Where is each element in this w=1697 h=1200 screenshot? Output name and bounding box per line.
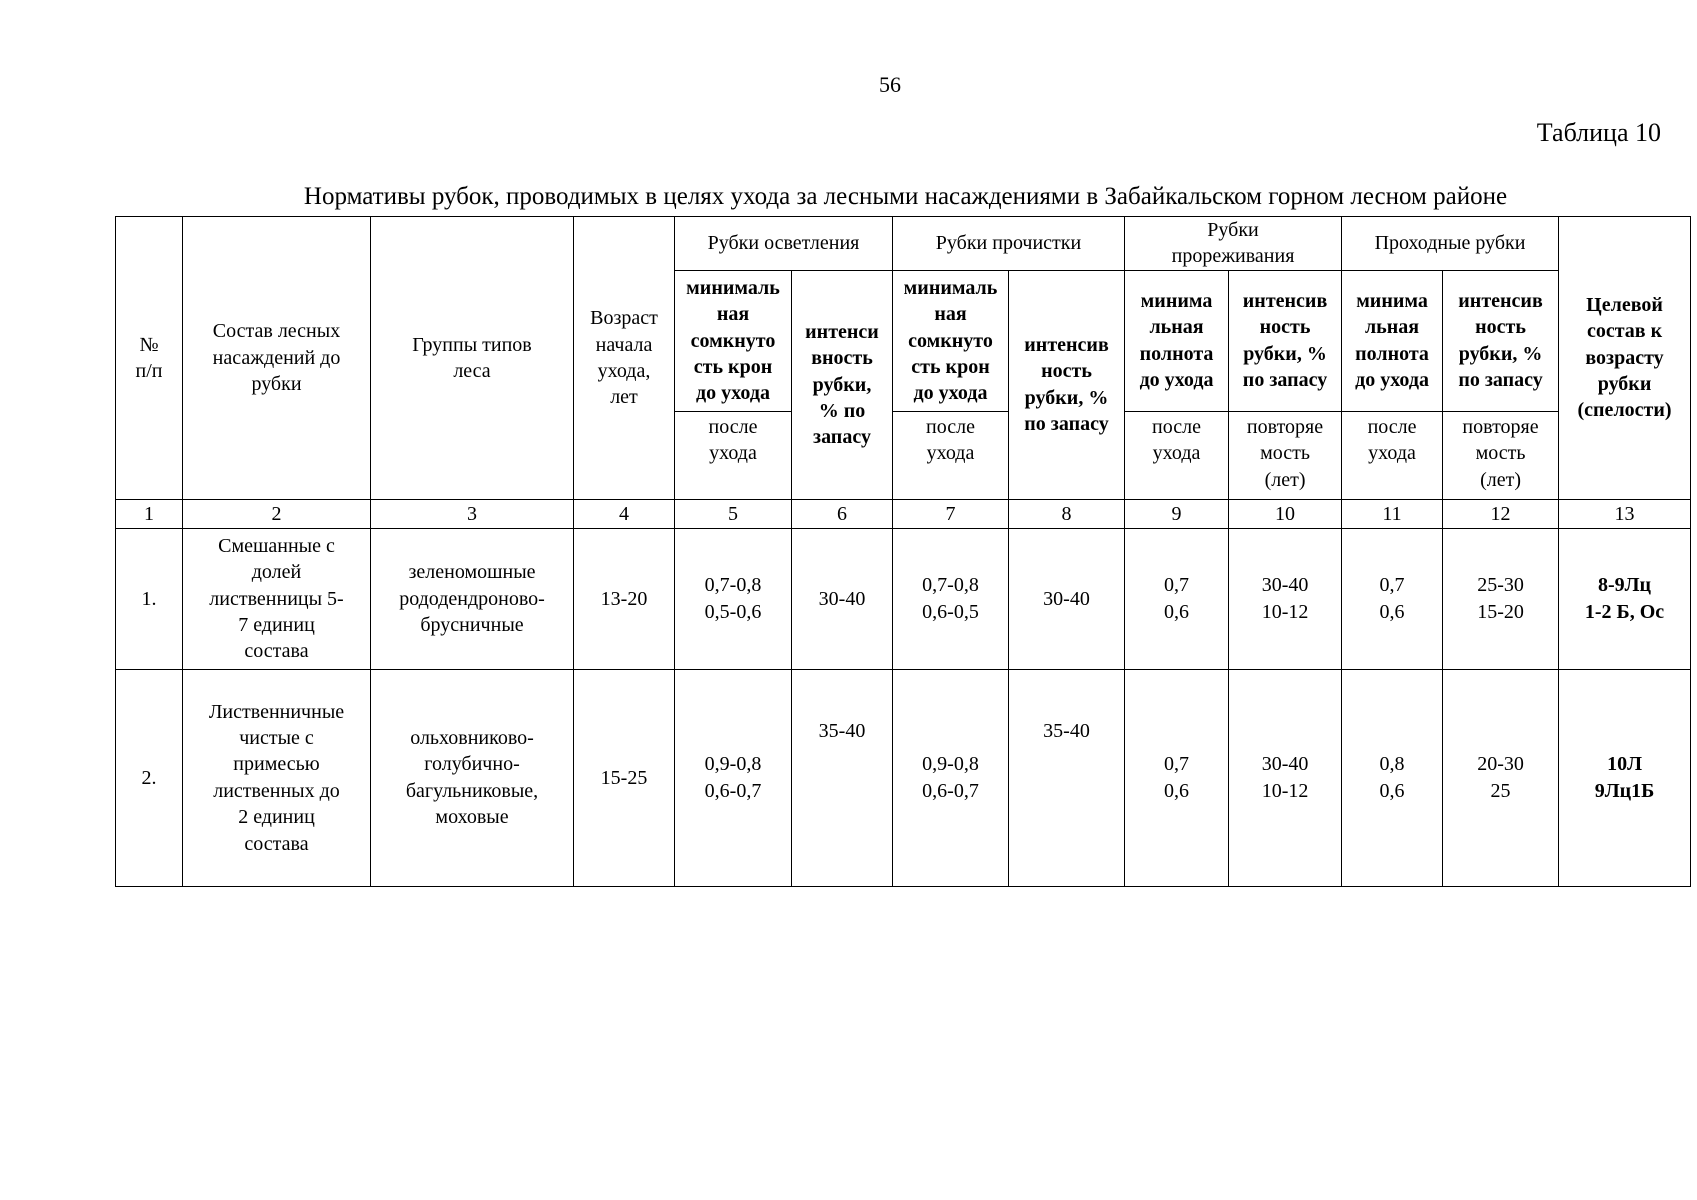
header-clearing-after: после ухода — [675, 411, 792, 499]
row-target: 8-9Лц 1-2 Б, Ос — [1559, 528, 1691, 669]
row-passage-intensity: 25-30 15-20 — [1443, 528, 1559, 669]
norms-table — [115, 216, 1691, 887]
row-forest-types: ольховниково- голубично- багульниковые, моховые — [371, 669, 574, 886]
header-clearing: Рубки осветления — [675, 217, 893, 271]
column-number: 7 — [893, 499, 1009, 528]
table-row — [116, 528, 1691, 669]
row-num: 2. — [116, 669, 183, 886]
row-thinning-density: 0,7 0,6 — [1125, 669, 1229, 886]
row-clearing-intensity: 35-40 — [792, 669, 893, 886]
page-number: 56 — [879, 72, 901, 97]
column-number: 10 — [1229, 499, 1342, 528]
column-number: 1 — [116, 499, 183, 528]
row-forest-types: зеленомошные рододендроново- брусничные — [371, 528, 574, 669]
header-passage: Проходные рубки — [1342, 217, 1559, 271]
header-cleaning-intensity: интенсив ность рубки, % по запасу — [1009, 270, 1125, 499]
row-cleaning-closure: 0,7-0,8 0,6-0,5 — [893, 528, 1009, 669]
column-number: 8 — [1009, 499, 1125, 528]
column-number: 2 — [183, 499, 371, 528]
table-label: Таблица 10 — [1536, 118, 1661, 147]
header-thinning-intensity: интенсив ность рубки, % по запасу — [1229, 270, 1342, 411]
row-start-age: 15-25 — [574, 669, 675, 886]
table-title: Нормативы рубок, проводимых в целях ухода за лесными насаждениями в Забайкальском горном лесном районе — [303, 183, 1508, 210]
row-thinning-intensity: 30-40 10-12 — [1229, 669, 1342, 886]
row-passage-density: 0,7 0,6 — [1342, 528, 1443, 669]
header-num: № п/п — [116, 217, 183, 500]
row-clearing-intensity: 30-40 — [792, 528, 893, 669]
row-num: 1. — [116, 528, 183, 669]
header-composition: Состав лесных насаждений до рубки — [183, 217, 371, 500]
column-number: 13 — [1559, 499, 1691, 528]
header-cleaning-after: после ухода — [893, 411, 1009, 499]
column-number: 11 — [1342, 499, 1443, 528]
header-target: Целевой состав к возрасту рубки (спелости) — [1559, 217, 1691, 500]
header-passage-min: минима льная полнота до ухода — [1342, 270, 1443, 411]
header-passage-repeat: повторяе мость (лет) — [1443, 411, 1559, 499]
header-passage-after: после ухода — [1342, 411, 1443, 499]
row-cleaning-closure: 0,9-0,8 0,6-0,7 — [893, 669, 1009, 886]
column-number: 5 — [675, 499, 792, 528]
column-number: 4 — [574, 499, 675, 528]
row-clearing-closure: 0,7-0,8 0,5-0,6 — [675, 528, 792, 669]
column-number: 6 — [792, 499, 893, 528]
column-number: 3 — [371, 499, 574, 528]
header-thinning: Рубки прореживания — [1125, 217, 1342, 271]
row-passage-density: 0,8 0,6 — [1342, 669, 1443, 886]
header-cleaning: Рубки прочистки — [893, 217, 1125, 271]
header-clearing-min: минималь ная сомкнуто сть крон до ухода — [675, 270, 792, 411]
header-thinning-min: минима льная полнота до ухода — [1125, 270, 1229, 411]
row-passage-intensity: 20-30 25 — [1443, 669, 1559, 886]
header-forest-types: Группы типов леса — [371, 217, 574, 500]
header-thinning-after: после ухода — [1125, 411, 1229, 499]
row-composition: Лиственничные чистые с примесью лиственных до 2 единиц состава — [183, 669, 371, 886]
column-number: 12 — [1443, 499, 1559, 528]
row-target: 10Л 9Лц1Б — [1559, 669, 1691, 886]
header-clearing-intensity: интенси вность рубки, % по запасу — [792, 270, 893, 499]
row-start-age: 13-20 — [574, 528, 675, 669]
row-cleaning-intensity: 35-40 — [1009, 669, 1125, 886]
row-cleaning-intensity: 30-40 — [1009, 528, 1125, 669]
header-start-age: Возраст начала ухода, лет — [574, 217, 675, 500]
header-cleaning-min: минималь ная сомкнуто сть крон до ухода — [893, 270, 1009, 411]
table-row — [116, 669, 1691, 886]
row-thinning-intensity: 30-40 10-12 — [1229, 528, 1342, 669]
row-thinning-density: 0,7 0,6 — [1125, 528, 1229, 669]
header-thinning-repeat: повторяе мость (лет) — [1229, 411, 1342, 499]
row-composition: Смешанные с долей лиственницы 5- 7 единиц состава — [183, 528, 371, 669]
header-passage-intensity: интенсив ность рубки, % по запасу — [1443, 270, 1559, 411]
column-number: 9 — [1125, 499, 1229, 528]
row-clearing-closure: 0,9-0,8 0,6-0,7 — [675, 669, 792, 886]
